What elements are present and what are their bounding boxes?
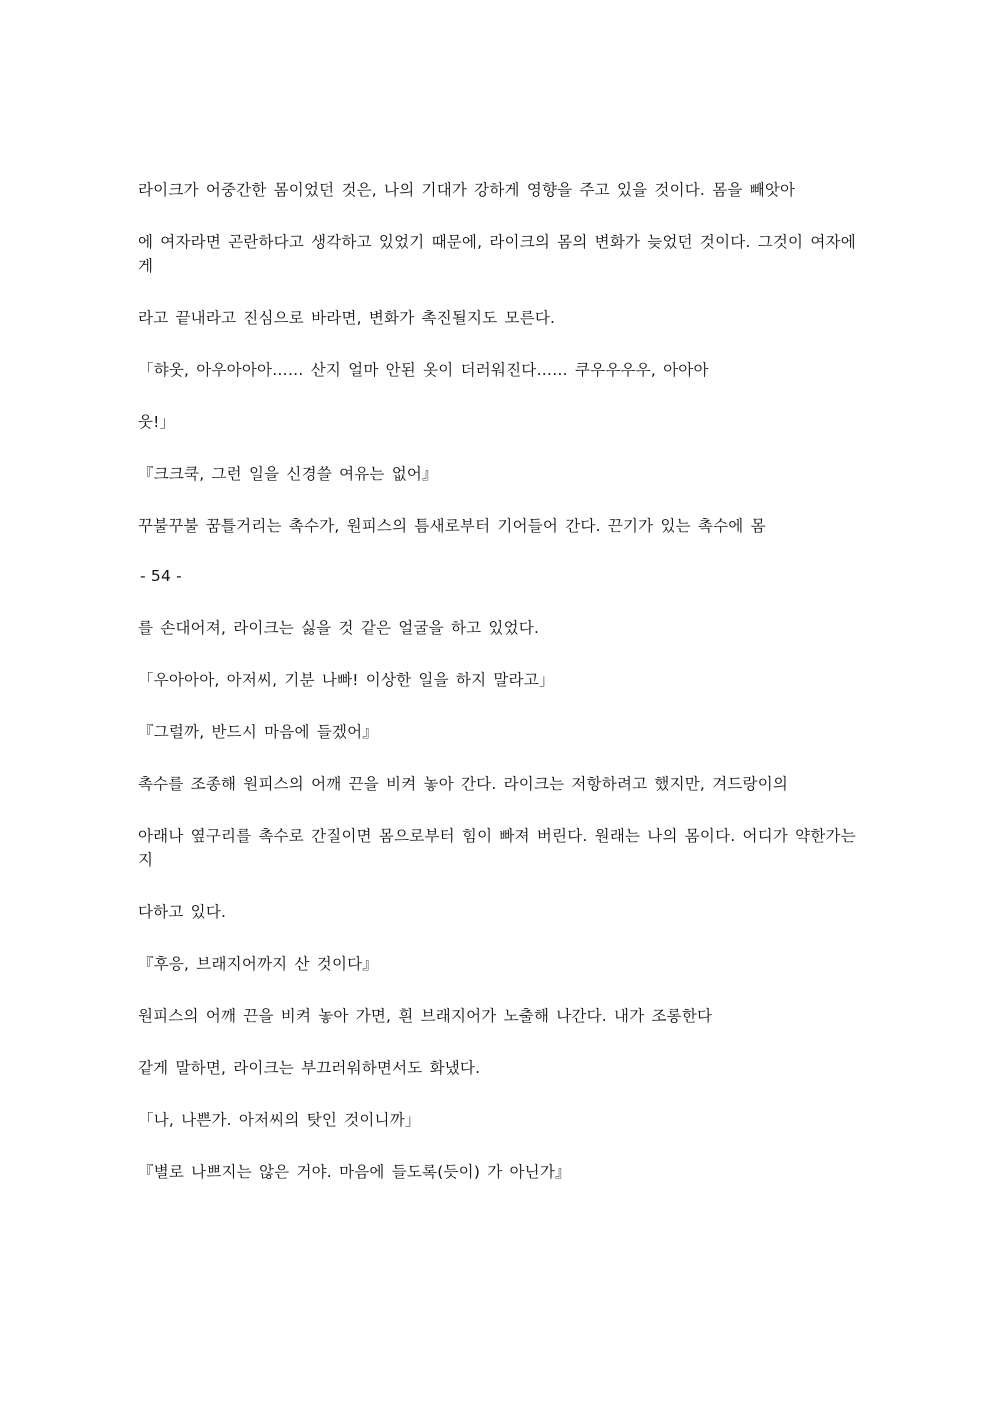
paragraph: 웃!」 (138, 413, 176, 432)
paragraph: 라이크가 어중간한 몸이었던 것은, 나의 기대가 강하게 영향을 주고 있을 것이다. 몸을 빼앗아 (138, 181, 796, 199)
paragraph: 를 손대어져, 라이크는 싫을 것 같은 얼굴을 하고 있었다. (138, 619, 540, 638)
paragraph: 같게 말하면, 라이크는 부끄러워하면서도 화냈다. (138, 1059, 481, 1078)
paragraph: 촉수를 조종해 원피스의 어깨 끈을 비켜 놓아 간다. 라이크는 저항하려고 했지만, 겨드랑이의 (138, 775, 789, 794)
page-number-marker: - 54 - (140, 567, 182, 586)
paragraph: 『크크쿡, 그런 일을 신경쓸 여유는 없어』 (138, 465, 438, 484)
paragraph: 『별로 나쁘지는 않은 거야. 마음에 들도록(듯이) 가 아닌가』 (138, 1163, 571, 1182)
paragraph: 라고 끝내라고 진심으로 바라면, 변화가 촉진될지도 모른다. (138, 309, 556, 328)
paragraph: 아래나 옆구리를 촉수로 간질이면 몸으로부터 힘이 빠져 버린다. 원래는 나의 몸이다. 어디가 약한가는 지 (138, 827, 856, 870)
paragraph: 「나, 나쁜가. 아저씨의 탓인 것이니까」 (138, 1111, 421, 1130)
paragraph: 「햐웃, 아우아아아…… 산지 얼마 안된 옷이 더러워진다…… 쿠우우우우, 아아아 (138, 361, 709, 380)
paragraph: 다하고 있다. (138, 903, 227, 922)
paragraph: 원피스의 어깨 끈을 비켜 놓아 가면, 흰 브래지어가 노출해 나간다. 내가 조롱한다 (138, 1007, 713, 1026)
document-body (138, 178, 857, 1184)
paragraph: 「우아아아, 아저씨, 기분 나빠! 이상한 일을 하지 말라고」 (138, 671, 555, 690)
paragraph: 『그럴까, 반드시 마음에 들겠어』 (138, 723, 378, 742)
paragraph: 『후응, 브래지어까지 산 것이다』 (138, 955, 378, 974)
paragraph: 꾸불꾸불 꿈틀거리는 촉수가, 원피스의 틈새로부터 기어들어 간다. 끈기가 있는 촉수에 몸 (138, 517, 766, 536)
paragraph: 에 여자라면 곤란하다고 생각하고 있었기 때문에, 라이크의 몸의 변화가 늦었던 것이다. 그것이 여자에게 (138, 233, 856, 276)
